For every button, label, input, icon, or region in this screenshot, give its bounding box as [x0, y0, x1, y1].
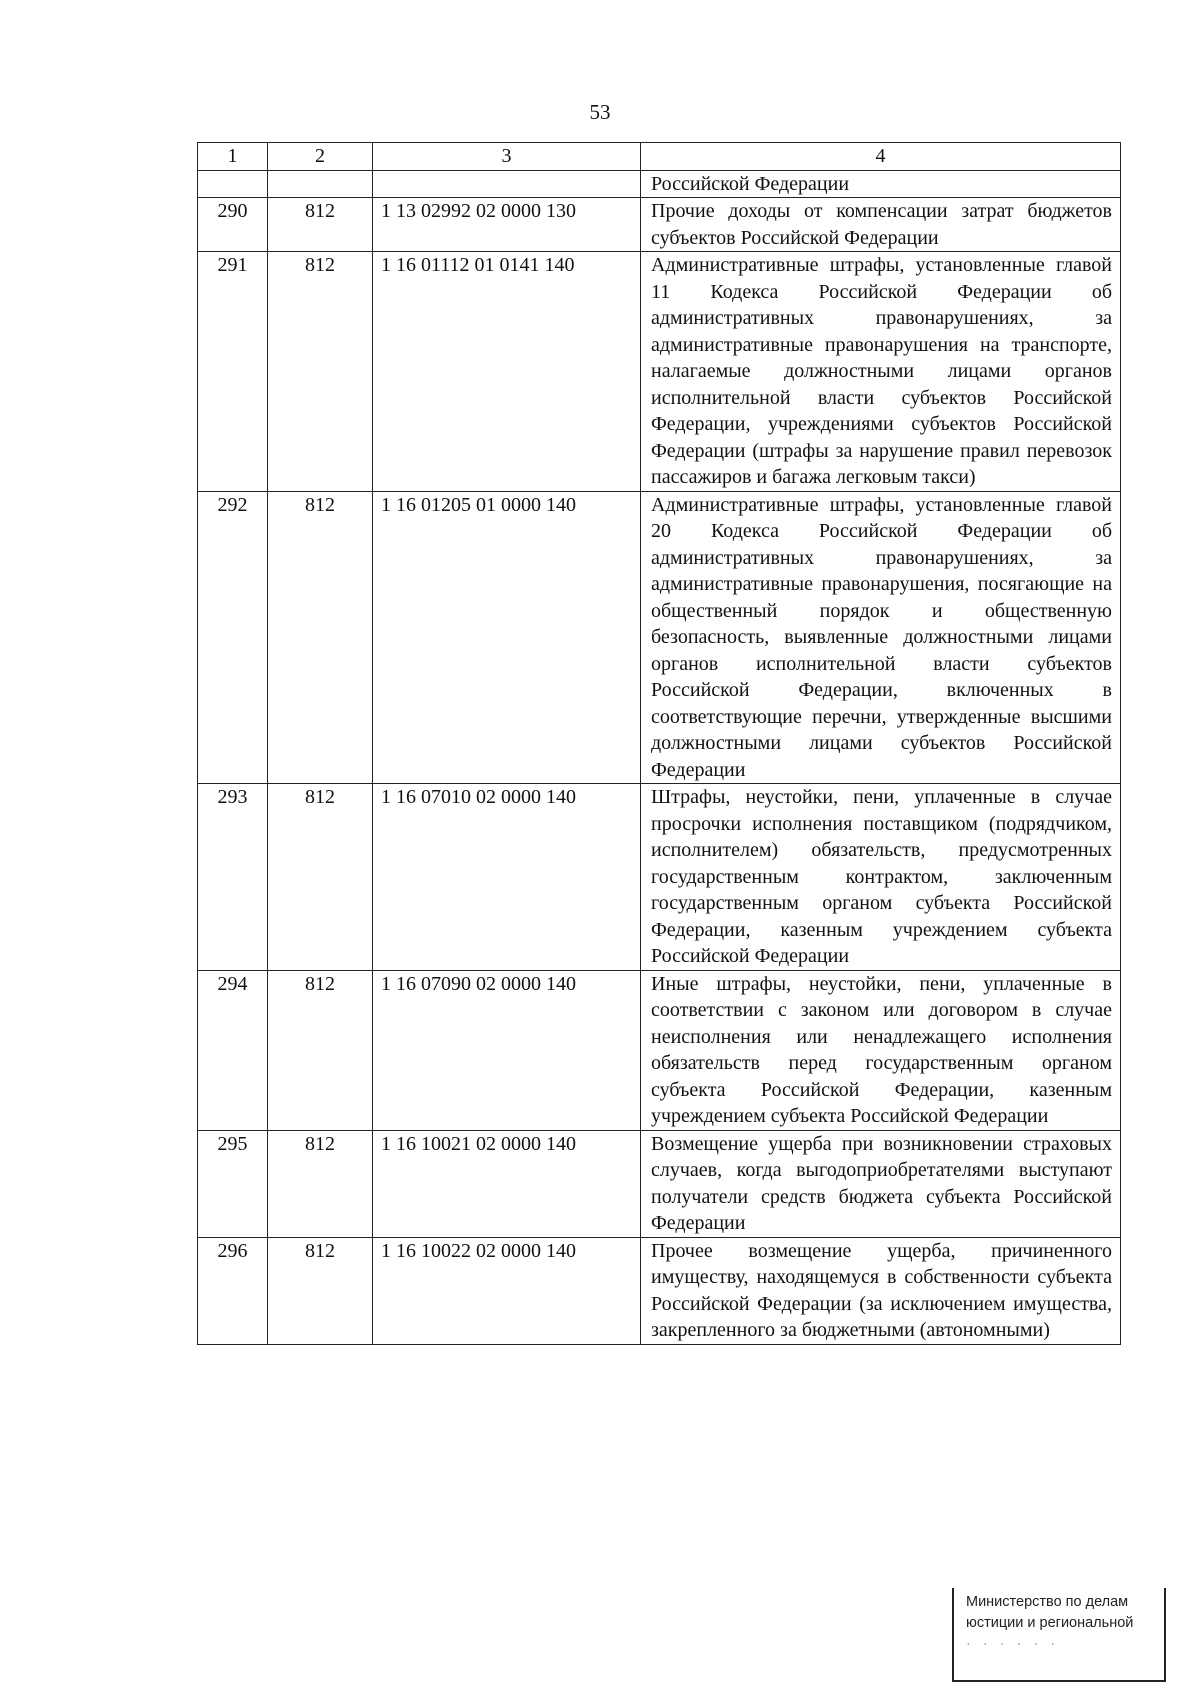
- revenue-codes-table: [197, 142, 1121, 1345]
- table-row: [198, 491, 1121, 784]
- header-row: [198, 143, 1121, 171]
- revenue-description: Административные штрафы, установленные главой 11 Кодекса Российской Федерации об административных правонарушениях, за административные правонарушения на транспорте, налагаемые должностными лицами органов исполнительной власти субъектов Российской Федерации, учреждениями субъектов Российской Федерации (штрафы за нарушение правил перевозок пассажиров и багажа легковым такси): [641, 252, 1121, 492]
- revenue-description: Административные штрафы, установленные главой 20 Кодекса Российской Федерации об административных правонарушениях, за административные правонарушения, посягающие на общественный порядок и общественную безопасность, выявленные должностными лицами органов исполнительной власти субъектов Российской Федерации, включенных в соответствующие перечни, утвержденные высшими должностными лицами субъектов Российской Федерации: [641, 491, 1121, 784]
- row-number: 290: [198, 198, 268, 252]
- stamp-line-2: юстиции и региональной: [966, 1615, 1134, 1631]
- table-body: [198, 170, 1121, 1344]
- row-number: 291: [198, 252, 268, 492]
- admin-code: 812: [268, 198, 373, 252]
- revenue-description: Иные штрафы, неустойки, пени, уплаченные в соответствии с законом или договором в случае неисполнения или ненадлежащего исполнения обязательств перед государственным органом субъекта Российской Федерации, казенным учреждением субъекта Российской Федерации: [641, 970, 1121, 1130]
- admin-code: 812: [268, 1237, 373, 1344]
- column-header-2: 2: [268, 143, 373, 171]
- budget-code: 1 13 02992 02 0000 130: [373, 198, 641, 252]
- table-header: [198, 143, 1121, 171]
- column-header-3: 3: [373, 143, 641, 171]
- admin-code: 812: [268, 252, 373, 492]
- continuation-code: [373, 170, 641, 198]
- column-header-1: 1: [198, 143, 268, 171]
- revenue-description: Прочие доходы от компенсации затрат бюджетов субъектов Российской Федерации: [641, 198, 1121, 252]
- table-row: [198, 970, 1121, 1130]
- table-row: [198, 198, 1121, 252]
- stamp-line-1: Министерство по делам: [966, 1594, 1129, 1610]
- table-row: [198, 1237, 1121, 1344]
- budget-code: 1 16 07090 02 0000 140: [373, 970, 641, 1130]
- admin-code: 812: [268, 491, 373, 784]
- row-number: 293: [198, 784, 268, 971]
- budget-code: 1 16 10021 02 0000 140: [373, 1130, 641, 1237]
- table-row: [198, 1130, 1121, 1237]
- revenue-description: Возмещение ущерба при возникновении страховых случаев, когда выгодоприобретателями выступают получатели средств бюджета субъекта Российской Федерации: [641, 1130, 1121, 1237]
- continuation-admin: [268, 170, 373, 198]
- column-header-4: 4: [641, 143, 1121, 171]
- table-row: [198, 784, 1121, 971]
- revenue-description: Прочее возмещение ущерба, причиненного имуществу, находящемуся в собственности субъекта Российской Федерации (за исключением имущества, закрепленного за бюджетными (автономными): [641, 1237, 1121, 1344]
- admin-code: 812: [268, 784, 373, 971]
- admin-code: 812: [268, 970, 373, 1130]
- continuation-num: [198, 170, 268, 198]
- budget-code: 1 16 01112 01 0141 140: [373, 252, 641, 492]
- continuation-row: [198, 170, 1121, 198]
- page-number: 53: [589, 100, 611, 124]
- budget-code: 1 16 01205 01 0000 140: [373, 491, 641, 784]
- budget-code: 1 16 10022 02 0000 140: [373, 1237, 641, 1344]
- table-row: [198, 252, 1121, 492]
- budget-code: 1 16 07010 02 0000 140: [373, 784, 641, 971]
- continuation-desc: Российской Федерации: [641, 170, 1121, 198]
- row-number: 296: [198, 1237, 268, 1344]
- stamp-line-3: · · · · · ·: [966, 1636, 1060, 1652]
- admin-code: 812: [268, 1130, 373, 1237]
- row-number: 295: [198, 1130, 268, 1237]
- row-number: 292: [198, 491, 268, 784]
- ministry-stamp: [952, 1588, 1166, 1682]
- row-number: 294: [198, 970, 268, 1130]
- revenue-description: Штрафы, неустойки, пени, уплаченные в случае просрочки исполнения поставщиком (подрядчиком, исполнителем) обязательств, предусмотренных государственным контрактом, заключенным государственным органом субъекта Российской Федерации, казенным учреждением субъекта Российской Федерации: [641, 784, 1121, 971]
